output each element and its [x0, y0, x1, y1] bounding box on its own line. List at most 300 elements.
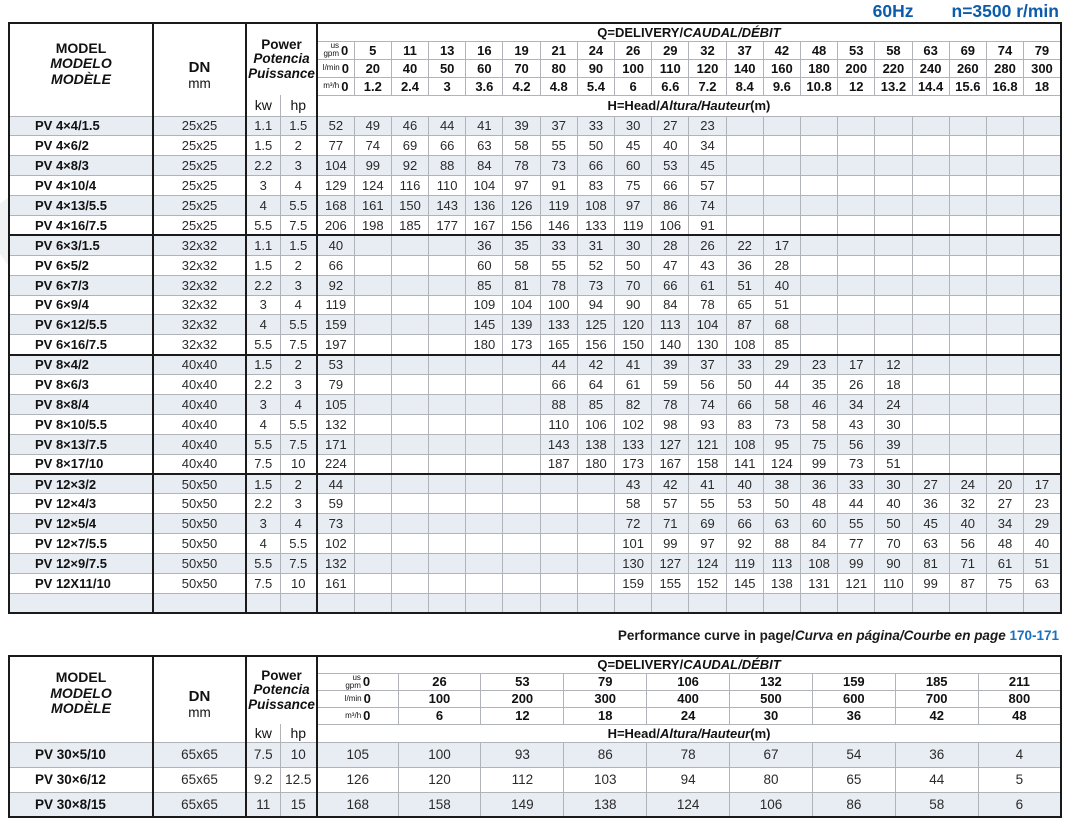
head-value-cell — [1024, 136, 1061, 156]
head-value-cell — [503, 593, 540, 613]
head-value-cell — [429, 593, 466, 613]
head-value-cell: 159 — [317, 315, 354, 335]
table-row — [9, 454, 1061, 474]
head-value-cell: 104 — [503, 295, 540, 315]
head-value-cell: 43 — [615, 474, 652, 494]
head-value-cell — [503, 554, 540, 574]
head-value-cell: 44 — [429, 116, 466, 136]
model-cell: PV 12×7/5.5 — [9, 534, 153, 554]
head-value-cell — [1024, 275, 1061, 295]
head-value-cell — [986, 295, 1023, 315]
flow-header-cell: 18 — [564, 707, 647, 724]
head-value-cell — [763, 215, 800, 235]
head-value-cell: 48 — [986, 534, 1023, 554]
head-value-cell — [949, 454, 986, 474]
head-value-cell — [466, 355, 503, 375]
head-value-cell: 34 — [986, 514, 1023, 534]
head-value-cell: 35 — [800, 375, 837, 395]
head-value-cell — [466, 474, 503, 494]
head-value-cell — [466, 593, 503, 613]
head-value-cell: 146 — [540, 215, 577, 235]
kw-cell: 3 — [246, 295, 280, 315]
head-value-cell — [912, 335, 949, 355]
flow-header-cell: 79 — [1024, 41, 1061, 59]
table-row — [9, 235, 1061, 255]
hp-header: hp — [280, 95, 317, 116]
table-row — [9, 116, 1061, 136]
head-value-cell — [354, 355, 391, 375]
head-value-cell: 42 — [577, 355, 614, 375]
table-row — [9, 742, 1061, 767]
head-value-cell: 58 — [800, 414, 837, 434]
head-value-cell: 36 — [895, 742, 978, 767]
power-header — [246, 23, 317, 95]
head-value-cell: 141 — [726, 454, 763, 474]
head-value-cell: 51 — [1024, 554, 1061, 574]
kw-cell: 11 — [246, 792, 280, 817]
head-value-cell — [912, 315, 949, 335]
model-header — [9, 23, 153, 116]
head-value-cell: 60 — [800, 514, 837, 534]
model-cell: PV 8×4/2 — [9, 355, 153, 375]
head-value-cell: 64 — [577, 375, 614, 395]
head-value-cell: 143 — [429, 196, 466, 216]
head-value-cell: 130 — [689, 335, 726, 355]
head-value-cell — [1024, 255, 1061, 275]
head-value-cell: 58 — [503, 136, 540, 156]
flow-header-cell: 185 — [895, 673, 978, 690]
flow-header-cell: 6 — [398, 707, 481, 724]
head-value-cell — [1024, 355, 1061, 375]
head-value-cell — [317, 593, 354, 613]
head-value-cell: 112 — [481, 767, 564, 792]
head-value-cell — [354, 235, 391, 255]
head-value-cell: 138 — [763, 573, 800, 593]
table-row — [9, 414, 1061, 434]
head-value-cell: 37 — [540, 116, 577, 136]
hp-cell: 12.5 — [280, 767, 317, 792]
head-value-cell — [503, 355, 540, 375]
dn-cell: 50x50 — [153, 514, 246, 534]
unit-header-cell: l/min 0 — [317, 59, 354, 77]
head-value-cell — [1024, 315, 1061, 335]
head-value-cell: 58 — [503, 255, 540, 275]
head-value-cell: 58 — [763, 394, 800, 414]
head-value-cell — [949, 593, 986, 613]
model-cell: PV 30×6/12 — [9, 767, 153, 792]
head-value-cell: 119 — [726, 554, 763, 574]
dn-cell: 40x40 — [153, 454, 246, 474]
table-row — [9, 573, 1061, 593]
flow-header-cell: 14.4 — [912, 77, 949, 95]
head-value-cell — [466, 394, 503, 414]
head-value-cell — [949, 215, 986, 235]
head-value-cell: 4 — [978, 742, 1061, 767]
head-value-cell — [391, 514, 428, 534]
flow-header-cell: 5.4 — [577, 77, 614, 95]
head-value-cell: 70 — [615, 275, 652, 295]
flow-header-cell: 79 — [564, 673, 647, 690]
head-value-cell: 78 — [689, 295, 726, 315]
head-value-cell: 75 — [800, 434, 837, 454]
head-value-cell — [540, 474, 577, 494]
kw-cell: 4 — [246, 315, 280, 335]
head-value-cell — [577, 593, 614, 613]
head-value-cell: 50 — [615, 255, 652, 275]
head-value-cell: 155 — [652, 573, 689, 593]
dn-label: DN — [188, 59, 211, 77]
head-value-cell — [838, 156, 875, 176]
head-value-cell — [391, 593, 428, 613]
model-cell: PV 6×3/1.5 — [9, 235, 153, 255]
hp-cell: 4 — [280, 394, 317, 414]
head-value-cell: 23 — [1024, 494, 1061, 514]
flow-header-cell: 53 — [481, 673, 564, 690]
head-value-cell — [986, 156, 1023, 176]
head-value-cell: 99 — [838, 554, 875, 574]
head-value-cell: 106 — [730, 792, 813, 817]
head-value-cell — [354, 375, 391, 395]
kw-cell: 4 — [246, 196, 280, 216]
kw-cell: 2.2 — [246, 156, 280, 176]
head-value-cell — [540, 534, 577, 554]
dn-cell: 65x65 — [153, 742, 246, 767]
hp-cell: 4 — [280, 295, 317, 315]
head-value-cell: 88 — [540, 394, 577, 414]
head-value-cell: 83 — [726, 414, 763, 434]
head-value-cell: 86 — [812, 792, 895, 817]
head-value-cell: 130 — [615, 554, 652, 574]
head-value-cell — [1024, 156, 1061, 176]
head-value-cell: 36 — [912, 494, 949, 514]
head-value-cell — [466, 554, 503, 574]
head-value-cell — [986, 355, 1023, 375]
head-value-cell — [503, 534, 540, 554]
head-value-cell: 69 — [689, 514, 726, 534]
head-value-cell — [429, 275, 466, 295]
head-value-cell: 22 — [726, 235, 763, 255]
head-value-cell: 97 — [615, 196, 652, 216]
head-value-cell — [726, 176, 763, 196]
table-row — [9, 767, 1061, 792]
head-value-cell: 124 — [354, 176, 391, 196]
dn-cell: 40x40 — [153, 394, 246, 414]
head-value-cell: 43 — [838, 414, 875, 434]
head-value-cell — [912, 454, 949, 474]
flow-header-cell: 400 — [647, 690, 730, 707]
head-value-cell: 65 — [726, 295, 763, 315]
head-value-cell: 61 — [689, 275, 726, 295]
head-value-cell — [1024, 375, 1061, 395]
model-cell: PV 8×10/5.5 — [9, 414, 153, 434]
dn-cell: 25x25 — [153, 116, 246, 136]
head-value-cell: 45 — [689, 156, 726, 176]
head-value-cell — [429, 315, 466, 335]
kw-cell: 5.5 — [246, 215, 280, 235]
power-label-en: Power — [261, 36, 302, 52]
head-value-cell: 108 — [726, 434, 763, 454]
head-value-cell — [391, 394, 428, 414]
flow-header-cell: 1.2 — [354, 77, 391, 95]
frequency-speed-header — [873, 1, 1059, 22]
head-value-cell — [986, 414, 1023, 434]
flow-header-cell: 9.6 — [763, 77, 800, 95]
head-value-cell: 73 — [763, 414, 800, 434]
head-value-cell — [875, 136, 912, 156]
head-value-cell: 92 — [317, 275, 354, 295]
kw-cell: 5.5 — [246, 434, 280, 454]
hp-cell: 2 — [280, 136, 317, 156]
head-value-cell — [354, 295, 391, 315]
hp-cell: 7.5 — [280, 215, 317, 235]
flow-header-cell: 300 — [564, 690, 647, 707]
head-value-cell: 140 — [652, 335, 689, 355]
kw-cell: 5.5 — [246, 335, 280, 355]
model-label-es: MODELO — [50, 55, 112, 71]
head-value-cell: 31 — [577, 235, 614, 255]
flow-header-cell: 6 — [615, 77, 652, 95]
head-value-cell — [838, 176, 875, 196]
head-value-cell: 83 — [577, 176, 614, 196]
head-value-cell: 197 — [317, 335, 354, 355]
kw-cell: 2.2 — [246, 494, 280, 514]
head-value-cell: 44 — [895, 767, 978, 792]
head-value-cell: 124 — [763, 454, 800, 474]
flow-header-cell: 200 — [838, 59, 875, 77]
model-cell — [9, 593, 153, 613]
head-value-cell: 119 — [317, 295, 354, 315]
page-reference-link[interactable]: 170-171 — [1009, 628, 1059, 643]
head-value-cell: 50 — [577, 136, 614, 156]
head-value-cell: 23 — [800, 355, 837, 375]
head-value-cell: 43 — [689, 255, 726, 275]
hp-cell: 1.5 — [280, 235, 317, 255]
dn-cell: 25x25 — [153, 215, 246, 235]
head-value-cell — [429, 573, 466, 593]
head-value-cell — [429, 474, 466, 494]
head-value-cell: 90 — [615, 295, 652, 315]
head-value-cell — [912, 295, 949, 315]
head-value-cell — [429, 434, 466, 454]
flow-header-cell: 7.2 — [689, 77, 726, 95]
kw-cell: 3 — [246, 394, 280, 414]
head-value-cell: 66 — [577, 156, 614, 176]
model-cell: PV 30×8/15 — [9, 792, 153, 817]
head-value-cell — [986, 434, 1023, 454]
head-value-cell: 56 — [949, 534, 986, 554]
head-value-cell: 110 — [429, 176, 466, 196]
table-row — [9, 355, 1061, 375]
head-value-cell: 84 — [466, 156, 503, 176]
head-value-cell: 46 — [391, 116, 428, 136]
head-value-cell — [800, 295, 837, 315]
head-value-cell — [875, 196, 912, 216]
head-value-cell — [949, 355, 986, 375]
table-row — [9, 792, 1061, 817]
head-value-cell: 90 — [875, 554, 912, 574]
head-value-cell — [763, 593, 800, 613]
flow-header-cell: 8.4 — [726, 77, 763, 95]
head-value-cell: 40 — [875, 494, 912, 514]
head-value-cell: 34 — [689, 136, 726, 156]
kw-cell: 1.5 — [246, 355, 280, 375]
head-value-cell: 66 — [317, 255, 354, 275]
hp-cell: 7.5 — [280, 554, 317, 574]
head-value-cell: 99 — [912, 573, 949, 593]
flow-header-cell: 69 — [949, 41, 986, 59]
flow-header-cell: 211 — [978, 673, 1061, 690]
head-value-cell: 120 — [615, 315, 652, 335]
flow-header-cell: 24 — [577, 41, 614, 59]
head-value-cell: 173 — [615, 454, 652, 474]
head-value-cell: 45 — [912, 514, 949, 534]
head-value-cell: 73 — [838, 454, 875, 474]
head-value-cell: 74 — [689, 196, 726, 216]
head-value-cell: 67 — [730, 742, 813, 767]
head-value-cell: 97 — [689, 534, 726, 554]
q-delivery-header: Q=DELIVERY/CAUDAL/DÉBIT — [317, 656, 1061, 673]
head-value-cell: 99 — [354, 156, 391, 176]
model-cell: PV 4×4/1.5 — [9, 116, 153, 136]
head-value-cell: 66 — [726, 514, 763, 534]
head-value-cell — [838, 136, 875, 156]
flow-header-cell: 160 — [763, 59, 800, 77]
head-value-cell — [1024, 295, 1061, 315]
head-value-cell — [354, 573, 391, 593]
head-value-cell: 66 — [652, 176, 689, 196]
head-value-cell: 66 — [429, 136, 466, 156]
hp-cell: 3 — [280, 156, 317, 176]
head-value-cell — [1024, 235, 1061, 255]
hp-cell: 1.5 — [280, 116, 317, 136]
flow-header-cell: 280 — [986, 59, 1023, 77]
flow-header-cell: 19 — [503, 41, 540, 59]
head-value-cell — [949, 156, 986, 176]
head-value-cell: 55 — [689, 494, 726, 514]
kw-cell: 1.1 — [246, 235, 280, 255]
head-value-cell: 36 — [800, 474, 837, 494]
head-value-cell: 85 — [577, 394, 614, 414]
power-label-fr: Puissance — [248, 65, 315, 81]
flow-header-cell: 74 — [986, 41, 1023, 59]
head-value-cell — [466, 454, 503, 474]
flow-header-cell: 4.8 — [540, 77, 577, 95]
head-value-cell — [875, 255, 912, 275]
flow-header-cell: 63 — [912, 41, 949, 59]
head-value-cell — [912, 215, 949, 235]
head-value-cell: 78 — [647, 742, 730, 767]
flow-header-cell: 70 — [503, 59, 540, 77]
head-value-cell: 94 — [647, 767, 730, 792]
head-value-cell: 110 — [875, 573, 912, 593]
dn-cell: 32x32 — [153, 335, 246, 355]
table-row — [9, 434, 1061, 454]
hp-cell: 3 — [280, 275, 317, 295]
table-row — [9, 255, 1061, 275]
flow-header-cell: 180 — [800, 59, 837, 77]
flow-header-cell: 220 — [875, 59, 912, 77]
head-value-cell — [912, 414, 949, 434]
head-value-cell — [577, 514, 614, 534]
head-value-cell: 95 — [763, 434, 800, 454]
head-value-cell — [949, 235, 986, 255]
head-value-cell: 38 — [763, 474, 800, 494]
head-value-cell — [391, 554, 428, 574]
head-value-cell: 73 — [577, 275, 614, 295]
table-row — [9, 136, 1061, 156]
head-value-cell: 57 — [652, 494, 689, 514]
head-value-cell — [838, 235, 875, 255]
head-value-cell: 104 — [317, 156, 354, 176]
head-value-cell — [1024, 593, 1061, 613]
table-row — [9, 554, 1061, 574]
head-value-cell: 99 — [800, 454, 837, 474]
head-value-cell: 145 — [726, 573, 763, 593]
head-value-cell — [875, 593, 912, 613]
unit-header-cell: us gpm 0 — [317, 41, 354, 59]
dn-cell: 25x25 — [153, 156, 246, 176]
head-value-cell: 50 — [875, 514, 912, 534]
head-value-cell: 52 — [317, 116, 354, 136]
head-value-cell: 32 — [949, 494, 986, 514]
head-value-cell — [949, 255, 986, 275]
head-value-cell: 161 — [317, 573, 354, 593]
head-value-cell: 5 — [978, 767, 1061, 792]
model-cell: PV 4×10/4 — [9, 176, 153, 196]
flow-header-cell: 11 — [391, 41, 428, 59]
hp-cell: 2 — [280, 355, 317, 375]
head-value-cell: 102 — [615, 414, 652, 434]
head-value-cell — [875, 235, 912, 255]
table-row — [9, 156, 1061, 176]
head-value-cell: 71 — [652, 514, 689, 534]
head-value-cell: 119 — [540, 196, 577, 216]
head-value-cell — [838, 335, 875, 355]
kw-cell: 4 — [246, 534, 280, 554]
frequency-label: 60Hz — [872, 1, 914, 21]
head-value-cell — [912, 235, 949, 255]
head-value-cell — [949, 275, 986, 295]
head-value-cell: 63 — [912, 534, 949, 554]
head-value-cell: 24 — [875, 394, 912, 414]
head-value-cell — [354, 414, 391, 434]
head-value-cell — [540, 593, 577, 613]
head-value-cell — [429, 514, 466, 534]
head-value-cell: 158 — [689, 454, 726, 474]
head-value-cell — [577, 474, 614, 494]
head-value-cell: 66 — [540, 375, 577, 395]
dn-cell: 25x25 — [153, 136, 246, 156]
model-cell: PV 4×8/3 — [9, 156, 153, 176]
head-value-cell: 92 — [726, 534, 763, 554]
dn-cell: 50x50 — [153, 494, 246, 514]
head-value-cell — [503, 394, 540, 414]
head-value-cell: 206 — [317, 215, 354, 235]
head-value-cell — [354, 255, 391, 275]
dn-cell: 65x65 — [153, 792, 246, 817]
head-value-cell: 124 — [689, 554, 726, 574]
head-value-cell: 68 — [763, 315, 800, 335]
flow-header-cell: 42 — [763, 41, 800, 59]
head-value-cell: 73 — [540, 156, 577, 176]
head-value-cell — [689, 593, 726, 613]
flow-header-cell: 37 — [726, 41, 763, 59]
head-value-cell — [354, 554, 391, 574]
head-value-cell: 82 — [615, 394, 652, 414]
head-value-cell: 33 — [540, 235, 577, 255]
head-value-cell — [763, 116, 800, 136]
head-value-cell — [391, 275, 428, 295]
